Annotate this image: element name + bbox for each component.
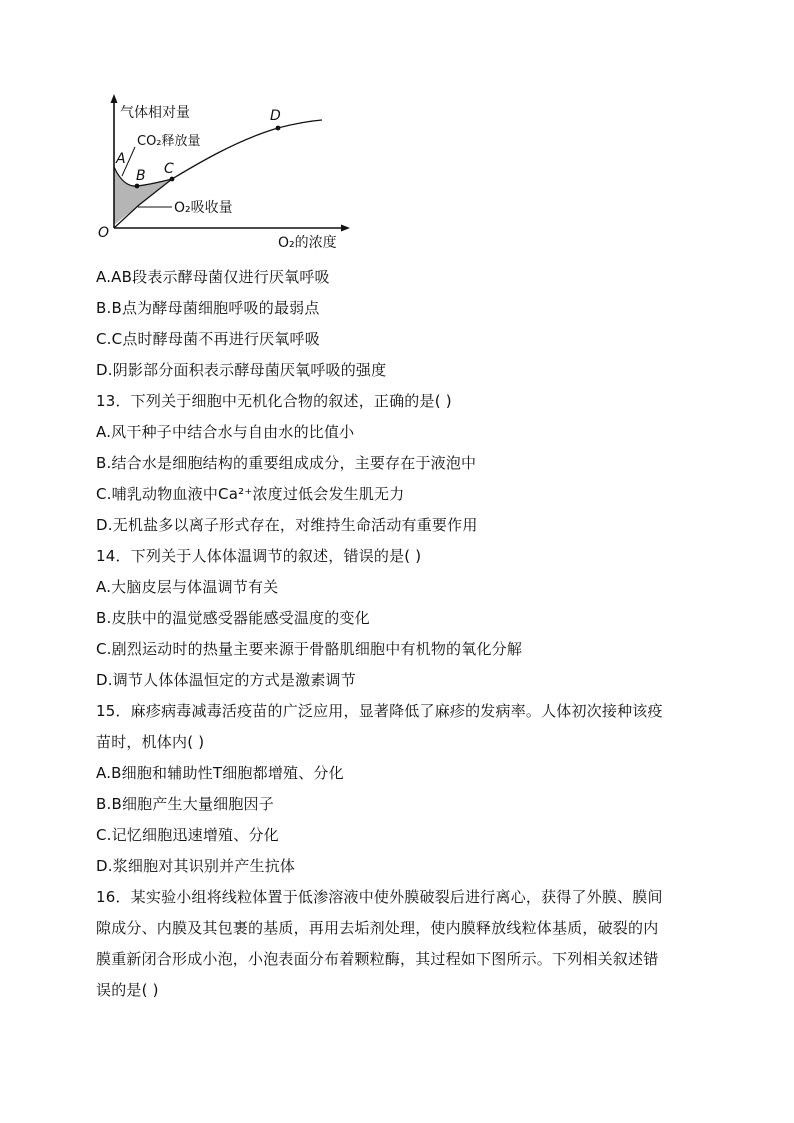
q15-option-d: D.浆细胞对其识别并产生抗体: [96, 857, 296, 875]
q13-option-a: A.风干种子中结合水与自由水的比值小: [96, 423, 355, 441]
q13-option-d: D.无机盐多以离子形式存在，对维持生命活动有重要作用: [96, 516, 478, 534]
origin-label: O: [98, 225, 110, 241]
q12-option-d: D.阴影部分面积表示酵母菌厌氧呼吸的强度: [96, 361, 387, 379]
co2-label: CO₂释放量: [137, 134, 201, 149]
q16-stem-line2: 隙成分、内膜及其包裹的基质，再用去垢剂处理，使内膜释放线粒体基质，破裂的内: [96, 919, 659, 937]
point-d-label: D: [270, 108, 281, 124]
q14-option-d: D.调节人体体温恒定的方式是激素调节: [96, 671, 356, 689]
q12-option-c: C.C点时酵母菌不再进行厌氧呼吸: [96, 330, 320, 348]
q13-stem: 13．下列关于细胞中无机化合物的叙述，正确的是( ): [96, 392, 452, 410]
q14-option-c: C.剧烈运动时的热量主要来源于骨骼肌细胞中有机物的氧化分解: [96, 640, 523, 658]
point-b-label: B: [136, 168, 146, 184]
point-d-dot: [276, 126, 281, 131]
q16-stem-line1: 16．某实验小组将线粒体置于低渗溶液中使外膜破裂后进行离心，获得了外膜、膜间: [96, 888, 663, 906]
x-axis-label: O₂的浓度: [278, 235, 337, 251]
q15-option-b: B.B细胞产生大量细胞因子: [96, 795, 274, 813]
q14-option-b: B.皮肤中的温觉感受器能感受温度的变化: [96, 609, 370, 627]
point-a-label: A: [116, 151, 126, 167]
q13-option-b: B.结合水是细胞结构的重要组成成分，主要存在于液泡中: [96, 454, 477, 472]
y-axis-label: 气体相对量: [120, 105, 190, 121]
q16-stem-line4: 误的是( ): [96, 981, 159, 999]
q15-option-a: A.B细胞和辅助性T细胞都增殖、分化: [96, 764, 344, 782]
x-axis-arrow: [341, 225, 350, 232]
q15-option-c: C.记忆细胞迅速增殖、分化: [96, 826, 279, 844]
q14-stem: 14．下列关于人体体温调节的叙述，错误的是( ): [96, 547, 422, 565]
point-c-dot: [170, 177, 175, 182]
question-text: [96, 262, 736, 1006]
y-axis-arrow: [111, 94, 118, 103]
q16-stem-line3: 膜重新闭合形成小泡，小泡表面分布着颗粒酶，其过程如下图所示。下列相关叙述错: [96, 950, 659, 968]
q12-option-a: A.AB段表示酵母菌仅进行厌氧呼吸: [96, 268, 330, 286]
q14-option-a: A.大脑皮层与体温调节有关: [96, 578, 279, 596]
q15-stem-line1: 15．麻疹病毒减毒活疫苗的广泛应用，显著降低了麻疹的发病率。人体初次接种该疫: [96, 702, 663, 720]
respiration-graph: [92, 92, 362, 257]
o2-label: O₂吸收量: [174, 200, 233, 216]
point-c-label: C: [164, 161, 174, 177]
q15-stem-line2: 苗时，机体内( ): [96, 733, 205, 751]
graph-svg: [92, 92, 362, 257]
q13-option-c: C.哺乳动物血液中Ca²⁺浓度过低会发生肌无力: [96, 485, 405, 503]
q12-option-b: B.B点为酵母菌细胞呼吸的最弱点: [96, 299, 320, 317]
point-b-dot: [135, 184, 140, 189]
